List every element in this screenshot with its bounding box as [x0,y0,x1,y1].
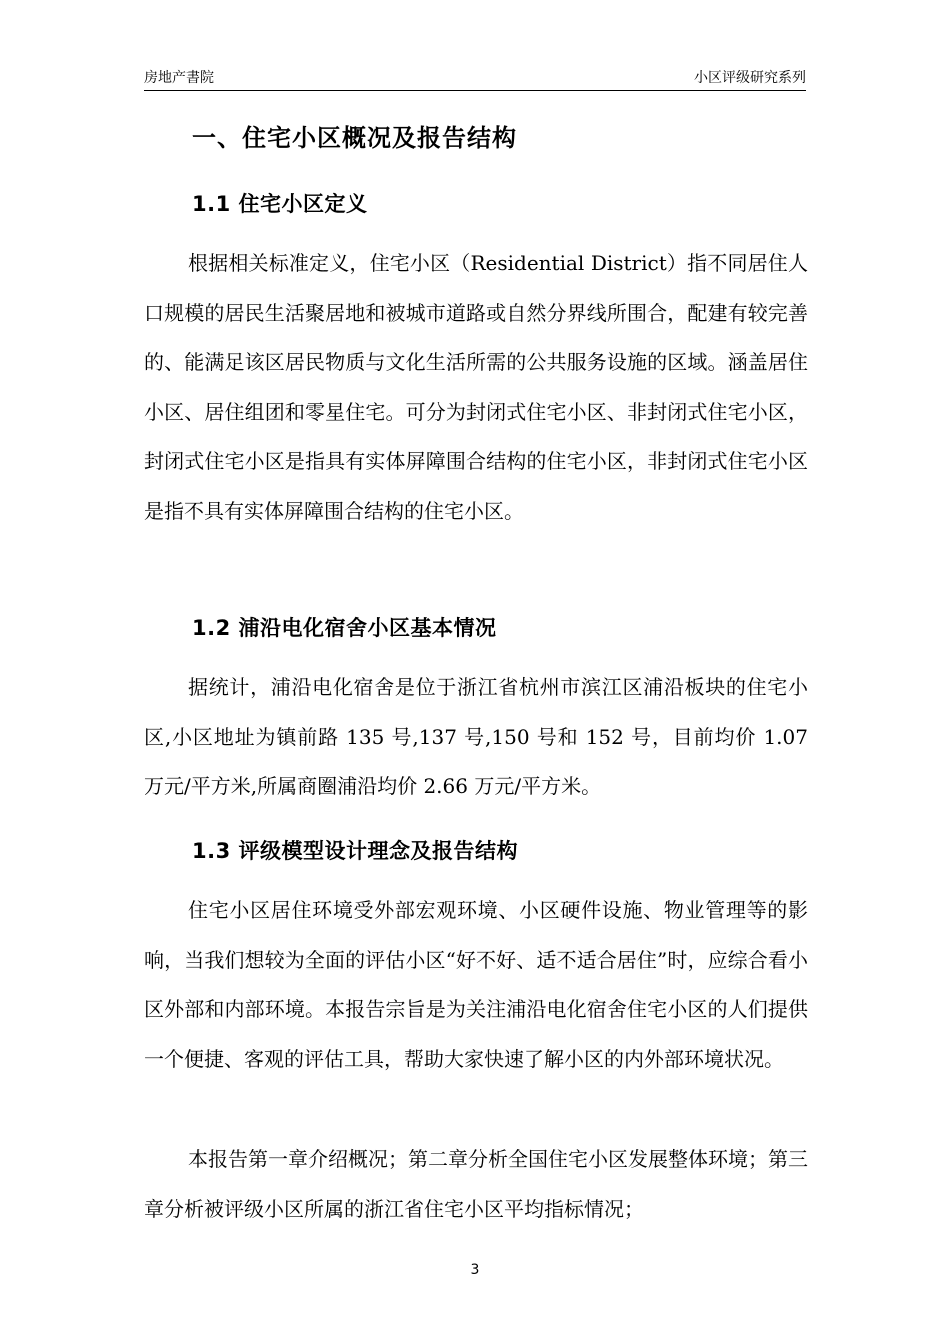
paragraph-definition: 根据相关标准定义，住宅小区（Residential District）指不同居住人口规模的居民生活聚居地和被城市道路或自然分界线所围合，配建有较完善的、能满足该区居民物质与文化生活所需的公共服务设施的区域。涵盖居住小区、居住组团和零星住宅。可分为封闭式住宅小区、非封闭式住宅小区，封闭式住宅小区是指具有实体屏障围合结构的住宅小区，非封闭式住宅小区是指不具有实体屏障围合结构的住宅小区。 [144,251,808,523]
subsection-title-1-2: 1.2 浦沿电化宿舍小区基本情况 [192,616,497,640]
page-number: 3 [470,1262,480,1278]
subsection-title-1-1: 1.1 住宅小区定义 [192,192,368,216]
header-series-title: 小区评级研究系列 [694,70,806,86]
paragraph-basic-info: 据统计，浦沿电化宿舍是位于浙江省杭州市滨江区浦沿板块的住宅小区,小区地址为镇前路 135 号,137 号,150 号和 152 号，目前均价 1.07 万元/平方米,所属商圈浦沿均价 2.66 万元/平方米。 [144,675,808,799]
section-title: 一、住宅小区概况及报告结构 [192,124,517,152]
paragraph-design-concept: 住宅小区居住环境受外部宏观环境、小区硬件设施、物业管理等的影响，当我们想较为全面的评估小区“好不好、适不适合居住”时，应综合看小区外部和内部环境。本报告宗旨是为关注浦沿电化宿舍住宅小区的人们提供一个便捷、客观的评估工具，帮助大家快速了解小区的内外部环境状况。 [144,898,808,1071]
paragraph-report-structure: 本报告第一章介绍概况；第二章分析全国住宅小区发展整体环境；第三章分析被评级小区所属的浙江省住宅小区平均指标情况； [144,1147,808,1221]
header-publisher: 房地产書院 [144,70,214,86]
subsection-title-1-3: 1.3 评级模型设计理念及报告结构 [192,839,519,863]
page-header [144,66,806,91]
